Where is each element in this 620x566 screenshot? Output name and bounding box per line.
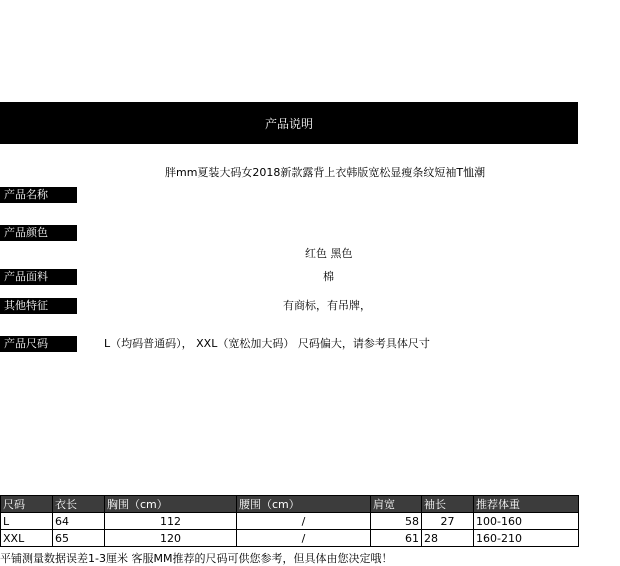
table-cell: 27 [422,513,474,530]
measurement-footnote: 平铺测量数据误差1-3厘米 客服MM推荐的尺码可供您参考，但具体由您决定哦！ [0,552,393,565]
table-cell: 61 [371,530,422,547]
size-table-header: 袖长 [422,496,474,513]
table-cell: 160-210 [474,530,579,547]
size-table [0,495,579,547]
product-color-value: 红色 黑色 [305,247,353,260]
table-cell: 65 [53,530,105,547]
product-name-value: 胖mm夏装大码女2018新款露背上衣韩版宽松显瘦条纹短袖T恤潮 [165,166,486,179]
table-cell: 112 [105,513,237,530]
table-cell: 58 [371,513,422,530]
size-table-header: 胸围（cm） [105,496,237,513]
table-cell: 100-160 [474,513,579,530]
product-name-label: 产品名称 [0,187,77,203]
product-color-label: 产品颜色 [0,225,77,241]
product-fabric-label: 产品面料 [0,269,77,285]
product-size-label: 产品尺码 [0,336,77,352]
table-cell: 64 [53,513,105,530]
table-row [1,530,579,547]
product-size-value: L（均码普通码）， XXL（宽松加大码） 尺码偏大，请参考具体尺寸 [104,337,430,350]
product-fabric-value: 棉 [323,270,334,283]
other-features-value: 有商标，有吊牌， [283,299,371,312]
table-cell: L [1,513,53,530]
size-table-header-row [1,496,579,513]
banner-title: 产品说明 [264,116,313,131]
table-row [1,513,579,530]
other-features-label: 其他特征 [0,298,77,314]
table-cell: 28 [422,530,474,547]
size-table-header: 推荐体重 [474,496,579,513]
size-table-header: 腰围（cm） [237,496,371,513]
size-table-header: 尺码 [1,496,53,513]
table-cell: 120 [105,530,237,547]
description-banner [0,102,578,144]
size-table-header: 肩宽 [371,496,422,513]
table-cell: / [237,513,371,530]
table-cell: / [237,530,371,547]
table-cell: XXL [1,530,53,547]
size-table-header: 衣长 [53,496,105,513]
